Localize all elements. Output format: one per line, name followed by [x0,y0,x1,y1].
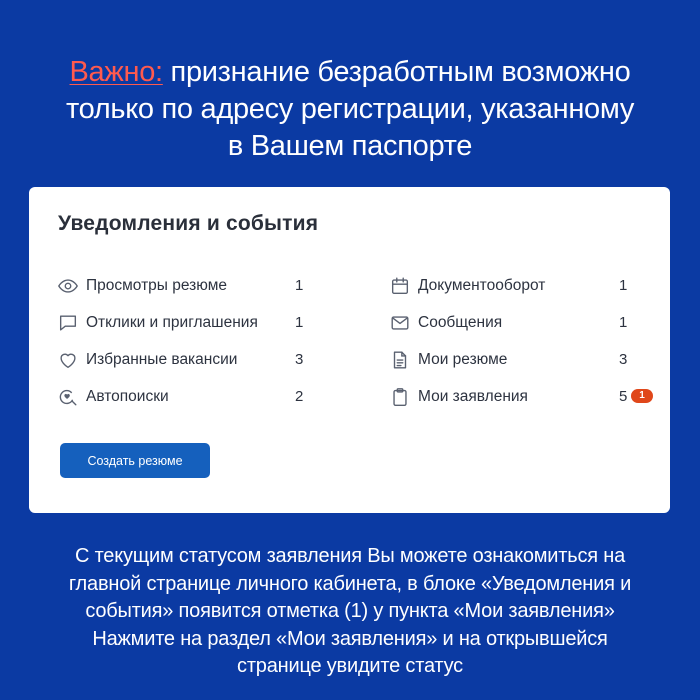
footer-line-1: С текущим статусом заявления Вы можете ознакомиться на [74,545,626,567]
footer-line-3: события» появится отметка (1) у пункта «Мои заявления» [85,600,615,622]
item-label: Автопоиски [86,387,169,405]
item-document-flow[interactable] [389,267,639,304]
headline-line-1 [10,54,690,91]
item-responses-invitations[interactable] [57,304,317,341]
clipboard-icon [389,386,411,408]
item-label: Просмотры резюме [86,276,227,294]
footer-instructions [10,543,690,681]
item-messages[interactable] [389,304,639,341]
new-status-badge: 1 [631,389,653,403]
item-count: 1 [619,314,628,331]
document-icon [389,349,411,371]
item-my-applications[interactable] [389,378,645,415]
eye-icon [57,275,79,297]
chat-icon [57,312,79,334]
item-my-resumes[interactable] [389,341,639,378]
heart-icon [57,349,79,371]
footer-line-4: Нажмите на раздел «Мои заявления» и на открывшейся [92,627,608,650]
headline-line-2: только по адресу регистрации, указанному [65,93,635,125]
item-count: 5 [619,388,628,405]
item-count: 1 [295,314,304,331]
notifications-card [29,187,670,513]
item-label: Мои заявления [418,387,528,405]
item-count: 1 [295,277,304,294]
item-count: 3 [619,351,628,368]
item-label: Документооборот [418,276,546,294]
item-count: 1 [619,277,628,294]
item-label: Отклики и приглашения [86,313,258,331]
item-count: 3 [295,351,304,368]
headline [10,54,690,165]
item-autosearches[interactable] [57,378,317,415]
notifications-right-column [389,267,645,415]
important-label: Важно: [69,56,163,88]
item-favorite-vacancies[interactable] [57,341,317,378]
headline-line-3: в Вашем паспорте [227,130,473,162]
calendar-icon [389,275,411,297]
footer-line-2: главной странице личного кабинета, в блоке «Уведомления и [68,572,632,595]
create-resume-button[interactable]: Создать резюме [60,443,210,478]
footer-line-5: странице увидите статус [237,655,463,677]
item-label: Мои резюме [418,350,508,368]
search-heart-icon [57,386,79,408]
item-label: Избранные вакансии [86,350,238,368]
item-resume-views[interactable] [57,267,317,304]
headline-line-1-text: признание безработным возможно [162,56,631,88]
envelope-icon [389,312,411,334]
notifications-left-column [57,267,317,415]
item-count: 2 [295,388,304,405]
item-label: Сообщения [418,313,503,331]
card-title: Уведомления и события [58,212,319,235]
